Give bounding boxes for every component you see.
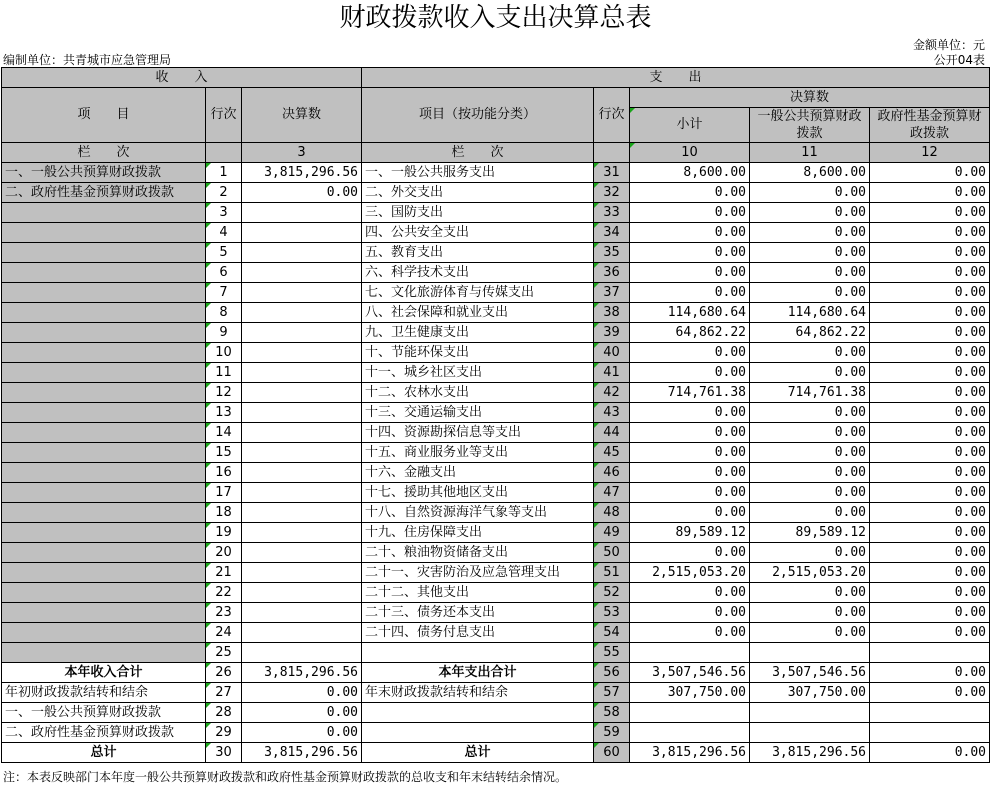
expense-item-cell: 十二、农林水支出 xyxy=(362,383,594,403)
subtotal-cell xyxy=(630,643,750,663)
general-budget-header: 一般公共预算财政拨款 xyxy=(750,108,870,143)
expense-row-no-cell: 45 xyxy=(594,443,630,463)
table-row xyxy=(2,363,990,383)
income-amount-cell xyxy=(242,383,362,403)
income-item-cell xyxy=(2,343,206,363)
income-item-cell xyxy=(2,263,206,283)
subtotal-cell: 0.00 xyxy=(630,343,750,363)
subtotal-cell: 0.00 xyxy=(630,603,750,623)
expense-row-no-cell: 40 xyxy=(594,343,630,363)
gov-fund-cell: 0.00 xyxy=(870,183,990,203)
subtotal-cell: 2,515,053.20 xyxy=(630,563,750,583)
general-budget-cell: 0.00 xyxy=(750,203,870,223)
income-item-cell xyxy=(2,323,206,343)
expense-item-cell: 十五、商业服务业等支出 xyxy=(362,443,594,463)
income-summary-item-cell: 总计 xyxy=(2,743,206,763)
subtotal-cell xyxy=(630,723,750,743)
income-item-cell xyxy=(2,423,206,443)
expense-row-no-header: 行次 xyxy=(594,88,630,143)
expense-col-label: 栏 次 xyxy=(362,143,594,163)
expense-row-no-cell: 51 xyxy=(594,563,630,583)
table-row xyxy=(2,203,990,223)
expense-row-no-cell: 58 xyxy=(594,703,630,723)
income-amount-cell xyxy=(242,643,362,663)
expense-row-no-cell: 34 xyxy=(594,223,630,243)
general-budget-cell: 0.00 xyxy=(750,423,870,443)
income-item-cell xyxy=(2,403,206,423)
income-row-no-cell: 12 xyxy=(206,383,242,403)
organization-label: 编制单位：共青城市应急管理局 xyxy=(3,53,172,67)
expense-row-no-cell: 54 xyxy=(594,623,630,643)
subtotal-cell: 0.00 xyxy=(630,483,750,503)
income-row-no-cell: 21 xyxy=(206,563,242,583)
gov-fund-cell: 0.00 xyxy=(870,523,990,543)
subtotal-cell: 3,815,296.56 xyxy=(630,743,750,763)
income-row-no-cell: 30 xyxy=(206,743,242,763)
expense-row-no-cell: 60 xyxy=(594,743,630,763)
general-budget-cell: 114,680.64 xyxy=(750,303,870,323)
income-amount-cell xyxy=(242,343,362,363)
page-title: 财政拨款收入支出决算总表 xyxy=(339,3,652,33)
expense-item-cell: 十一、城乡社区支出 xyxy=(362,363,594,383)
expense-row-no-cell: 57 xyxy=(594,683,630,703)
gov-fund-cell xyxy=(870,723,990,743)
income-row-no-cell: 6 xyxy=(206,263,242,283)
expense-row-no-cell: 47 xyxy=(594,483,630,503)
table-row xyxy=(2,163,990,183)
expense-item-cell: 五、教育支出 xyxy=(362,243,594,263)
gov-fund-cell: 0.00 xyxy=(870,403,990,423)
general-budget-cell: 0.00 xyxy=(750,443,870,463)
income-amount-cell: 0.00 xyxy=(242,683,362,703)
general-budget-cell: 714,761.38 xyxy=(750,383,870,403)
gov-fund-cell: 0.00 xyxy=(870,483,990,503)
expense-row-no-cell: 52 xyxy=(594,583,630,603)
table-row xyxy=(2,283,990,303)
income-item-cell xyxy=(2,503,206,523)
income-row-no-cell: 10 xyxy=(206,343,242,363)
expense-item-cell: 十、节能环保支出 xyxy=(362,343,594,363)
expense-item-cell: 十八、自然资源海洋气象等支出 xyxy=(362,503,594,523)
gov-fund-cell: 0.00 xyxy=(870,243,990,263)
income-amount-cell xyxy=(242,263,362,283)
gov-fund-cell: 0.00 xyxy=(870,323,990,343)
expense-row-no-cell: 55 xyxy=(594,643,630,663)
expense-item-cell: 十四、资源勘探信息等支出 xyxy=(362,423,594,443)
table-row xyxy=(2,563,990,583)
table-row xyxy=(2,263,990,283)
income-amount-cell xyxy=(242,203,362,223)
income-row-no-cell: 18 xyxy=(206,503,242,523)
general-budget-cell: 3,815,296.56 xyxy=(750,743,870,763)
general-budget-cell: 0.00 xyxy=(750,363,870,383)
subtotal-cell: 0.00 xyxy=(630,183,750,203)
subtotal-cell: 0.00 xyxy=(630,363,750,383)
general-budget-cell: 0.00 xyxy=(750,603,870,623)
expense-row-no-cell: 56 xyxy=(594,663,630,683)
income-item-cell xyxy=(2,563,206,583)
general-budget-cell: 0.00 xyxy=(750,343,870,363)
subtotal-cell: 0.00 xyxy=(630,283,750,303)
income-item-cell xyxy=(2,203,206,223)
income-row-no-cell: 13 xyxy=(206,403,242,423)
expense-summary-item-cell: 年末财政拨款结转和结余 xyxy=(362,683,594,703)
subtotal-cell: 89,589.12 xyxy=(630,523,750,543)
table-row xyxy=(2,243,990,263)
budget-table xyxy=(1,67,990,763)
expense-row-no-cell: 41 xyxy=(594,363,630,383)
expense-row-no-cell: 37 xyxy=(594,283,630,303)
table-row xyxy=(2,583,990,603)
amount-unit-label: 金额单位：元 xyxy=(912,38,985,52)
expense-amount-header: 决算数 xyxy=(630,88,990,108)
summary-row xyxy=(2,703,990,723)
income-item-cell xyxy=(2,363,206,383)
gov-fund-cell xyxy=(870,643,990,663)
income-row-no-cell: 24 xyxy=(206,623,242,643)
general-budget-cell: 89,589.12 xyxy=(750,523,870,543)
table-row xyxy=(2,323,990,343)
expense-item-cell xyxy=(362,643,594,663)
expense-item-cell: 二十四、债务付息支出 xyxy=(362,623,594,643)
expense-item-cell: 七、文化旅游体育与传媒支出 xyxy=(362,283,594,303)
income-row-no-cell: 15 xyxy=(206,443,242,463)
expense-row-no-cell: 42 xyxy=(594,383,630,403)
gov-fund-cell: 0.00 xyxy=(870,743,990,763)
income-row-no-header: 行次 xyxy=(206,88,242,143)
general-budget-cell xyxy=(750,723,870,743)
expense-row-no-cell: 44 xyxy=(594,423,630,443)
expense-row-no-cell: 49 xyxy=(594,523,630,543)
column-header-row xyxy=(2,88,990,108)
income-row-no-cell: 22 xyxy=(206,583,242,603)
income-row-no-cell: 7 xyxy=(206,283,242,303)
summary-row xyxy=(2,663,990,683)
expense-row-no-cell: 31 xyxy=(594,163,630,183)
expense-row-no-cell: 59 xyxy=(594,723,630,743)
table-row xyxy=(2,523,990,543)
gov-fund-cell: 0.00 xyxy=(870,683,990,703)
subtotal-cell: 0.00 xyxy=(630,443,750,463)
income-amount-cell xyxy=(242,323,362,343)
income-summary-item-cell: 二、政府性基金预算财政拨款 xyxy=(2,723,206,743)
general-budget-cell: 0.00 xyxy=(750,223,870,243)
gov-fund-cell: 0.00 xyxy=(870,443,990,463)
general-budget-cell: 2,515,053.20 xyxy=(750,563,870,583)
income-amount-cell xyxy=(242,523,362,543)
table-row xyxy=(2,183,990,203)
table-row xyxy=(2,383,990,403)
income-item-cell xyxy=(2,223,206,243)
income-amount-cell: 3,815,296.56 xyxy=(242,743,362,763)
gov-fund-cell: 0.00 xyxy=(870,383,990,403)
general-budget-cell: 307,750.00 xyxy=(750,683,870,703)
gov-fund-cell: 0.00 xyxy=(870,363,990,383)
income-row-no-cell: 20 xyxy=(206,543,242,563)
income-row-no-cell: 23 xyxy=(206,603,242,623)
income-col-label: 栏 次 xyxy=(2,143,206,163)
expense-row-no-col xyxy=(594,143,630,163)
subtotal-header: 小计 xyxy=(630,108,750,143)
income-item-cell xyxy=(2,243,206,263)
subtotal-cell: 64,862.22 xyxy=(630,323,750,343)
income-amount-cell xyxy=(242,623,362,643)
income-row-no-cell: 8 xyxy=(206,303,242,323)
income-row-no-cell: 4 xyxy=(206,223,242,243)
income-item-cell xyxy=(2,483,206,503)
income-row-no-cell: 29 xyxy=(206,723,242,743)
income-amount-cell xyxy=(242,543,362,563)
table-row xyxy=(2,543,990,563)
expense-item-cell: 十三、交通运输支出 xyxy=(362,403,594,423)
gov-fund-cell: 0.00 xyxy=(870,223,990,243)
table-row xyxy=(2,643,990,663)
income-col-3: 3 xyxy=(242,143,362,163)
gov-fund-cell: 0.00 xyxy=(870,283,990,303)
subtotal-cell: 0.00 xyxy=(630,223,750,243)
income-item-header: 项 目 xyxy=(2,88,206,143)
income-row-no-cell: 27 xyxy=(206,683,242,703)
income-item-cell xyxy=(2,603,206,623)
gov-fund-cell: 0.00 xyxy=(870,543,990,563)
expense-row-no-cell: 32 xyxy=(594,183,630,203)
expense-item-cell: 八、社会保障和就业支出 xyxy=(362,303,594,323)
income-summary-item-cell: 本年收入合计 xyxy=(2,663,206,683)
income-row-no-cell: 2 xyxy=(206,183,242,203)
income-section-header: 收 入 xyxy=(2,68,362,88)
expense-summary-item-cell xyxy=(362,723,594,743)
income-item-cell xyxy=(2,283,206,303)
general-budget-cell: 0.00 xyxy=(750,403,870,423)
expense-row-no-cell: 48 xyxy=(594,503,630,523)
expense-item-cell: 二、外交支出 xyxy=(362,183,594,203)
expense-item-cell: 十九、住房保障支出 xyxy=(362,523,594,543)
income-item-cell xyxy=(2,543,206,563)
income-amount-cell xyxy=(242,243,362,263)
general-budget-cell: 3,507,546.56 xyxy=(750,663,870,683)
income-row-no-cell: 26 xyxy=(206,663,242,683)
income-row-no-cell: 5 xyxy=(206,243,242,263)
income-row-no-cell: 9 xyxy=(206,323,242,343)
income-row-no-cell: 3 xyxy=(206,203,242,223)
general-budget-cell: 0.00 xyxy=(750,283,870,303)
income-row-no-cell: 14 xyxy=(206,423,242,443)
general-budget-cell: 0.00 xyxy=(750,463,870,483)
subtotal-cell: 114,680.64 xyxy=(630,303,750,323)
income-amount-cell: 3,815,296.56 xyxy=(242,663,362,683)
income-row-no-col xyxy=(206,143,242,163)
gov-fund-cell: 0.00 xyxy=(870,263,990,283)
income-amount-cell xyxy=(242,463,362,483)
expense-summary-item-cell: 本年支出合计 xyxy=(362,663,594,683)
expense-item-cell: 二十二、其他支出 xyxy=(362,583,594,603)
gov-fund-cell: 0.00 xyxy=(870,583,990,603)
expense-item-cell: 四、公共安全支出 xyxy=(362,223,594,243)
expense-row-no-cell: 33 xyxy=(594,203,630,223)
general-budget-cell: 0.00 xyxy=(750,183,870,203)
general-budget-cell: 0.00 xyxy=(750,243,870,263)
income-summary-item-cell: 年初财政拨款结转和结余 xyxy=(2,683,206,703)
income-amount-cell xyxy=(242,363,362,383)
income-amount-cell xyxy=(242,563,362,583)
table-row xyxy=(2,623,990,643)
income-item-cell xyxy=(2,443,206,463)
expense-col-11: 11 xyxy=(750,143,870,163)
section-header-row xyxy=(2,68,990,88)
subtotal-cell: 0.00 xyxy=(630,503,750,523)
income-row-no-cell: 28 xyxy=(206,703,242,723)
expense-item-cell: 二十一、灾害防治及应急管理支出 xyxy=(362,563,594,583)
income-amount-cell xyxy=(242,483,362,503)
subtotal-cell: 3,507,546.56 xyxy=(630,663,750,683)
income-item-cell xyxy=(2,523,206,543)
income-amount-cell xyxy=(242,303,362,323)
income-row-no-cell: 17 xyxy=(206,483,242,503)
expense-row-no-cell: 43 xyxy=(594,403,630,423)
income-row-no-cell: 16 xyxy=(206,463,242,483)
income-amount-cell: 3,815,296.56 xyxy=(242,163,362,183)
expense-item-cell: 九、卫生健康支出 xyxy=(362,323,594,343)
gov-fund-cell: 0.00 xyxy=(870,663,990,683)
expense-item-cell: 三、国防支出 xyxy=(362,203,594,223)
subtotal-cell: 0.00 xyxy=(630,403,750,423)
expense-item-cell: 十六、金融支出 xyxy=(362,463,594,483)
income-amount-cell xyxy=(242,403,362,423)
table-row xyxy=(2,483,990,503)
expense-item-cell: 二十三、债务还本支出 xyxy=(362,603,594,623)
summary-row xyxy=(2,743,990,763)
subtotal-cell: 714,761.38 xyxy=(630,383,750,403)
table-row xyxy=(2,303,990,323)
income-amount-cell xyxy=(242,503,362,523)
general-budget-cell: 0.00 xyxy=(750,583,870,603)
general-budget-cell xyxy=(750,643,870,663)
income-amount-cell xyxy=(242,443,362,463)
expense-row-no-cell: 46 xyxy=(594,463,630,483)
subtotal-cell: 0.00 xyxy=(630,463,750,483)
income-amount-cell xyxy=(242,603,362,623)
general-budget-cell: 8,600.00 xyxy=(750,163,870,183)
subtotal-cell: 0.00 xyxy=(630,243,750,263)
expense-col-12: 12 xyxy=(870,143,990,163)
table-row xyxy=(2,343,990,363)
subtotal-cell: 307,750.00 xyxy=(630,683,750,703)
expense-section-header: 支 出 xyxy=(362,68,990,88)
table-row xyxy=(2,463,990,483)
expense-item-header: 项目（按功能分类） xyxy=(362,88,594,143)
gov-fund-cell: 0.00 xyxy=(870,603,990,623)
subtotal-cell xyxy=(630,703,750,723)
income-item-cell xyxy=(2,643,206,663)
gov-fund-cell: 0.00 xyxy=(870,163,990,183)
expense-item-cell: 一、一般公共服务支出 xyxy=(362,163,594,183)
subtotal-cell: 0.00 xyxy=(630,583,750,603)
gov-fund-cell: 0.00 xyxy=(870,623,990,643)
income-amount-cell xyxy=(242,423,362,443)
income-item-cell: 二、政府性基金预算财政拨款 xyxy=(2,183,206,203)
income-row-no-cell: 11 xyxy=(206,363,242,383)
general-budget-cell: 0.00 xyxy=(750,543,870,563)
income-amount-cell: 0.00 xyxy=(242,723,362,743)
subtotal-cell: 8,600.00 xyxy=(630,163,750,183)
income-amount-cell xyxy=(242,583,362,603)
expense-col-10: 10 xyxy=(630,143,750,163)
expense-row-no-cell: 38 xyxy=(594,303,630,323)
expense-row-no-cell: 36 xyxy=(594,263,630,283)
gov-fund-cell: 0.00 xyxy=(870,503,990,523)
general-budget-cell: 0.00 xyxy=(750,503,870,523)
table-row xyxy=(2,223,990,243)
gov-fund-header: 政府性基金预算财政拨款 xyxy=(870,108,990,143)
gov-fund-cell xyxy=(870,703,990,723)
income-item-cell xyxy=(2,463,206,483)
column-number-row xyxy=(2,143,990,163)
income-summary-item-cell: 一、一般公共预算财政拨款 xyxy=(2,703,206,723)
income-item-cell: 一、一般公共预算财政拨款 xyxy=(2,163,206,183)
expense-item-cell: 十七、援助其他地区支出 xyxy=(362,483,594,503)
expense-row-no-cell: 53 xyxy=(594,603,630,623)
subtotal-cell: 0.00 xyxy=(630,203,750,223)
expense-row-no-cell: 39 xyxy=(594,323,630,343)
summary-row xyxy=(2,683,990,703)
income-amount-cell: 0.00 xyxy=(242,183,362,203)
income-amount-cell xyxy=(242,223,362,243)
subtotal-cell: 0.00 xyxy=(630,623,750,643)
table-row xyxy=(2,503,990,523)
general-budget-cell xyxy=(750,703,870,723)
gov-fund-cell: 0.00 xyxy=(870,343,990,363)
income-item-cell xyxy=(2,303,206,323)
income-amount-cell xyxy=(242,283,362,303)
table-row xyxy=(2,423,990,443)
general-budget-cell: 0.00 xyxy=(750,483,870,503)
footnote: 注：本表反映部门本年度一般公共预算财政拨款和政府性基金预算财政拨款的总收支和年末结转结余情况。 xyxy=(3,770,568,784)
table-row xyxy=(2,403,990,423)
income-row-no-cell: 25 xyxy=(206,643,242,663)
expense-summary-item-cell: 总计 xyxy=(362,743,594,763)
expense-row-no-cell: 35 xyxy=(594,243,630,263)
general-budget-cell: 0.00 xyxy=(750,623,870,643)
income-item-cell xyxy=(2,623,206,643)
table-row xyxy=(2,603,990,623)
income-amount-header: 决算数 xyxy=(242,88,362,143)
general-budget-cell: 0.00 xyxy=(750,263,870,283)
expense-item-cell: 六、科学技术支出 xyxy=(362,263,594,283)
gov-fund-cell: 0.00 xyxy=(870,463,990,483)
gov-fund-cell: 0.00 xyxy=(870,303,990,323)
gov-fund-cell: 0.00 xyxy=(870,423,990,443)
expense-row-no-cell: 50 xyxy=(594,543,630,563)
subtotal-cell: 0.00 xyxy=(630,263,750,283)
income-item-cell xyxy=(2,583,206,603)
summary-row xyxy=(2,723,990,743)
subtotal-cell: 0.00 xyxy=(630,423,750,443)
income-amount-cell: 0.00 xyxy=(242,703,362,723)
income-item-cell xyxy=(2,383,206,403)
subtotal-cell: 0.00 xyxy=(630,543,750,563)
expense-summary-item-cell xyxy=(362,703,594,723)
expense-item-cell: 二十、粮油物资储备支出 xyxy=(362,543,594,563)
income-row-no-cell: 1 xyxy=(206,163,242,183)
table-row xyxy=(2,443,990,463)
income-row-no-cell: 19 xyxy=(206,523,242,543)
general-budget-cell: 64,862.22 xyxy=(750,323,870,343)
gov-fund-cell: 0.00 xyxy=(870,563,990,583)
form-code-label: 公开04表 xyxy=(933,53,985,67)
gov-fund-cell: 0.00 xyxy=(870,203,990,223)
